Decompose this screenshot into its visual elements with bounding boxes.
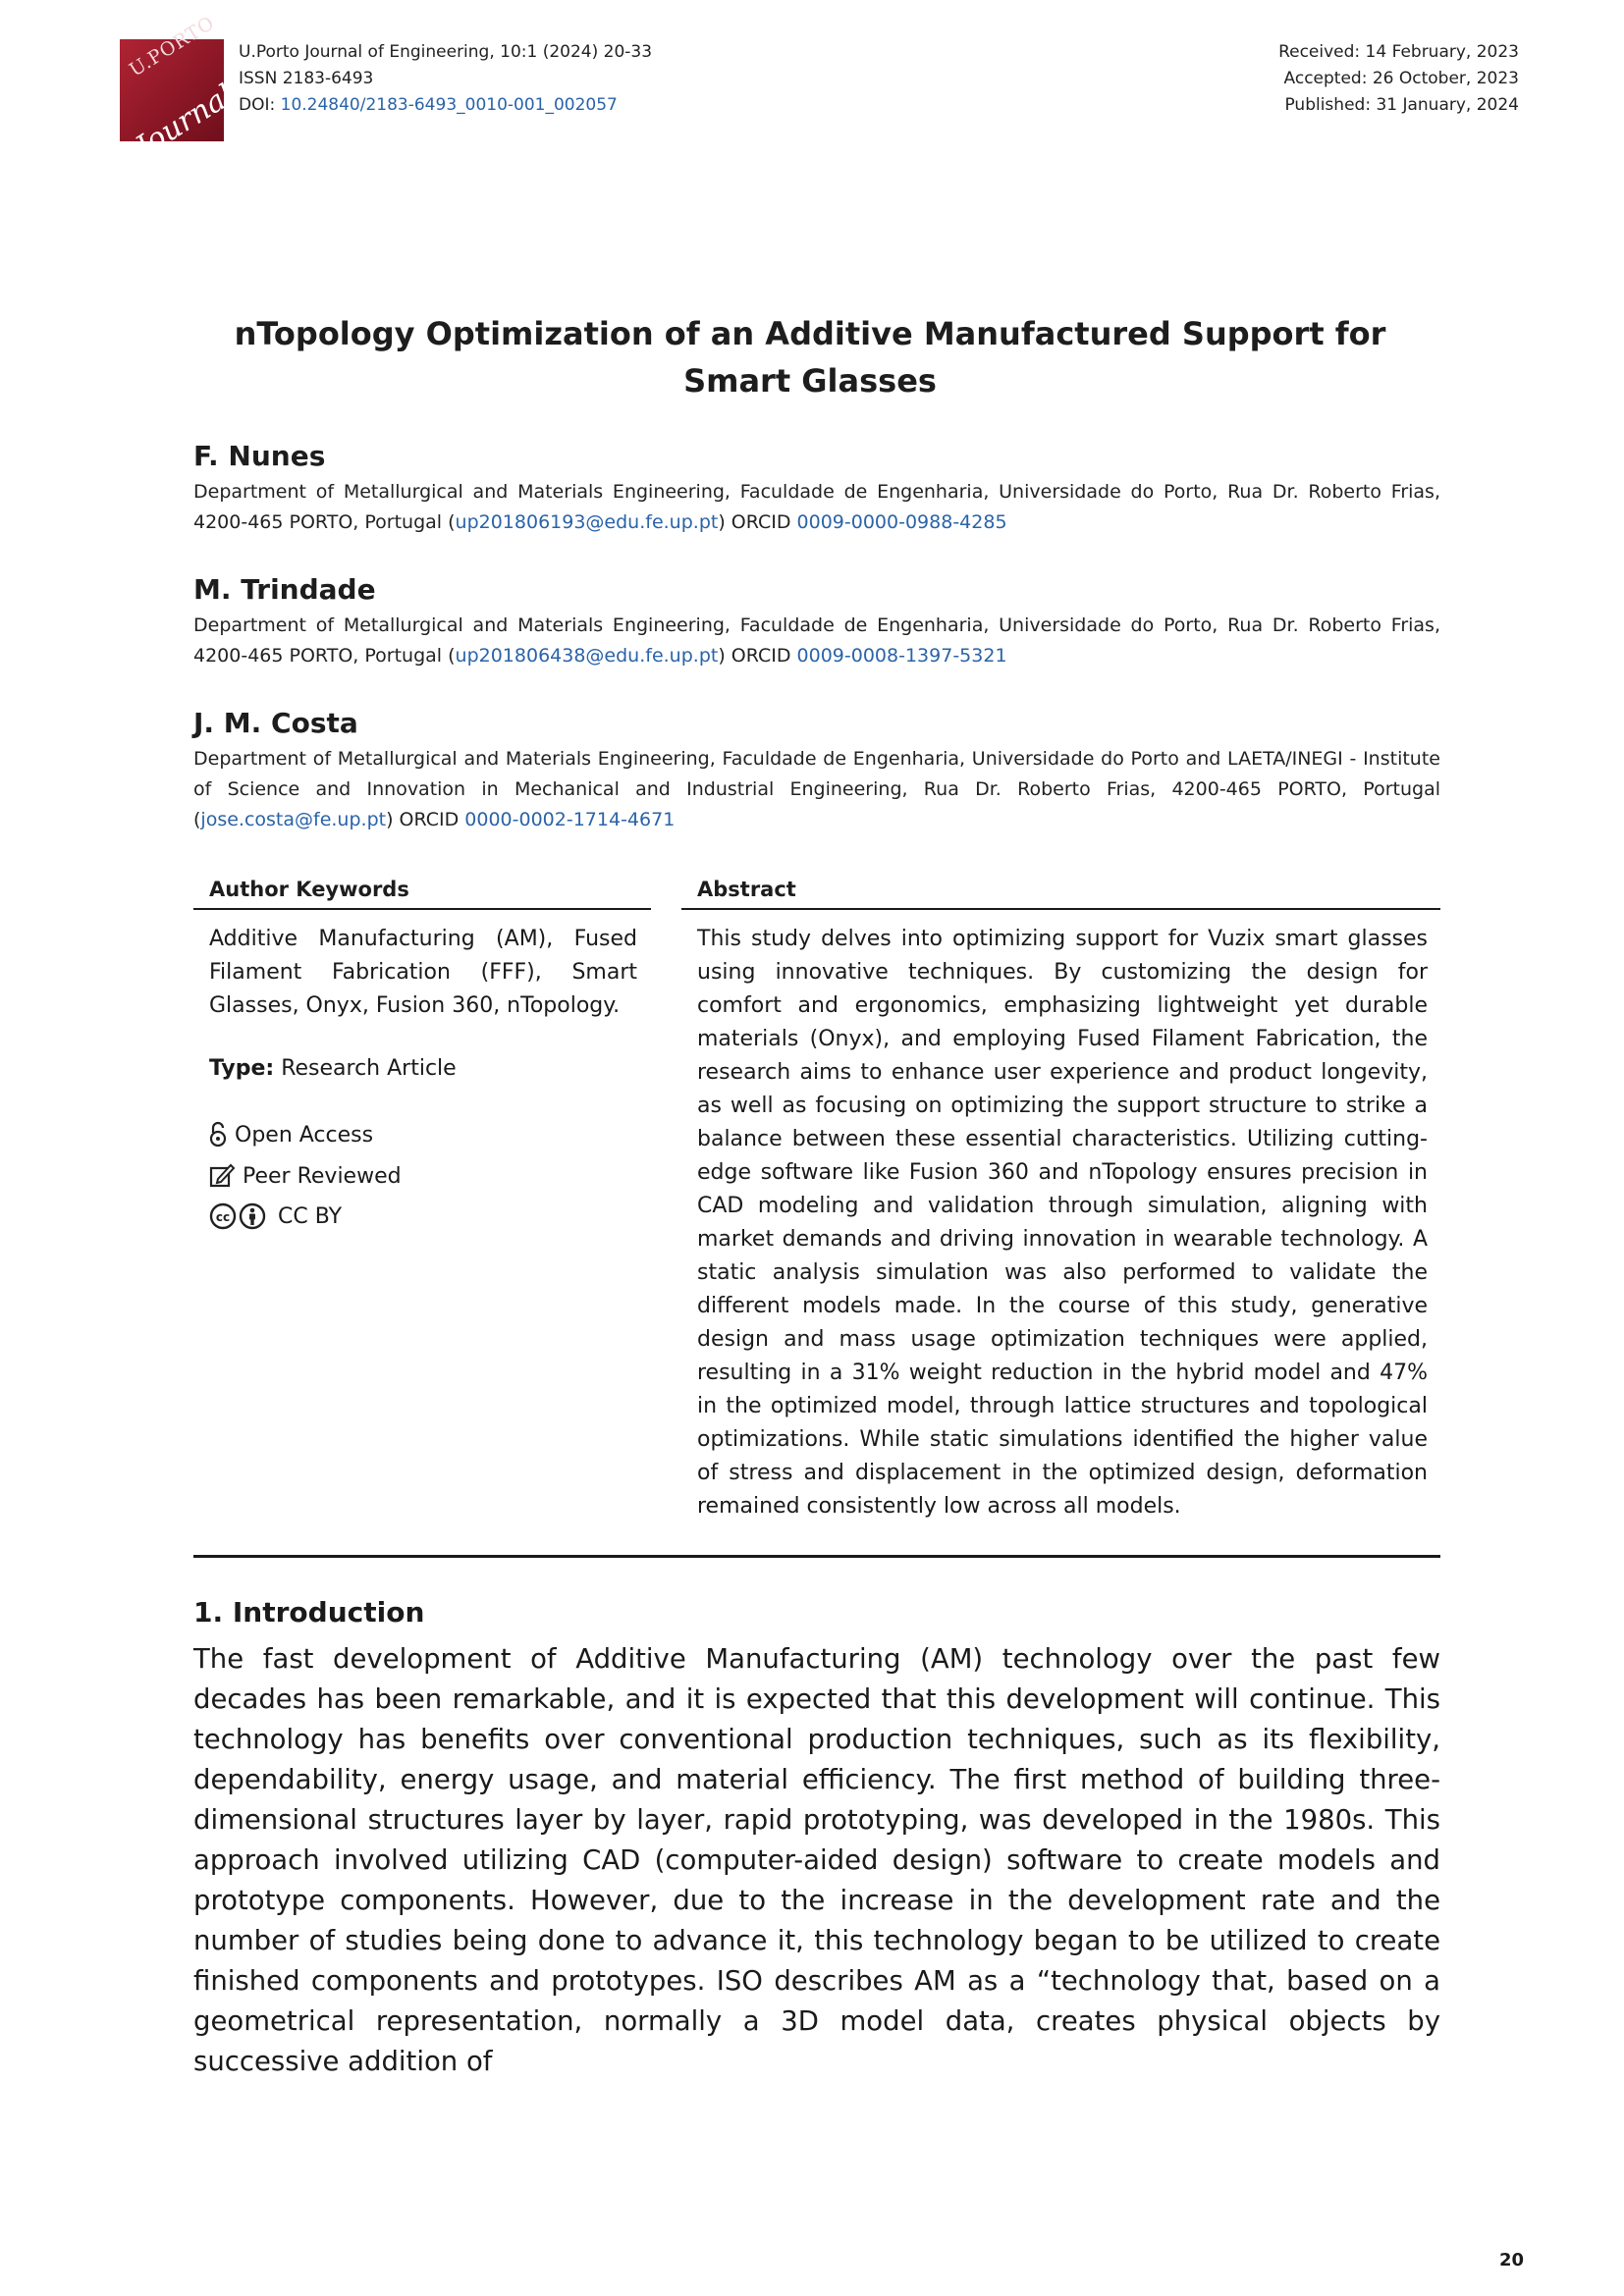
doi-link[interactable]: 10.24840/2183-6493_0010-001_002057: [280, 95, 618, 115]
creative-commons-icon: [209, 1202, 237, 1230]
author-affiliation: [193, 611, 1440, 671]
accepted-date: Accepted: 26 October, 2023: [1283, 69, 1519, 88]
peer-reviewed-badge: [209, 1163, 402, 1189]
type-label: Type:: [209, 1056, 275, 1081]
edit-check-icon: [209, 1163, 235, 1189]
published-date: Published: 31 January, 2024: [1284, 95, 1519, 115]
open-access-label: Open Access: [235, 1122, 374, 1148]
received-date: Received: 14 February, 2023: [1278, 42, 1519, 62]
journal-citation: U.Porto Journal of Engineering, 10:1 (2024) 20-33: [239, 42, 653, 62]
paper-title: nTopology Optimization of an Additive Manufactured Support for Smart Glasses: [234, 315, 1386, 400]
introduction-text: The fast development of Additive Manufacturing (AM) technology over the past few decades has been remarkable, and it is expected that this development will continue. This technology has benefits over conventional production techniques, such as its flexibility, dependability, energy usage, and material efficiency. The first method of building three-dimensional structures layer by layer, rapid prototyping, was developed in the 1980s. This approach involved utilizing CAD (computer-aided design) software to create models and prototype components. However, due to the increase in the development rate and the number of studies being done to advance it, this technology began to be utilized to create finished components and prototypes. ISO describes AM as a “technology that, based on a geometrical representation, normally a 3D model data, creates physical objects by successive addition of: [193, 1643, 1440, 2077]
svg-text:cc: cc: [215, 1210, 231, 1224]
affiliation-text: Department of Metallurgical and Materials Engineering, Faculdade de Engenharia, Universidade do Porto and LAETA/INEGI - Institute of Science and Innovation in Mechanical and Industrial Engineering, Rua Dr. Roberto Frias, 4200-465 PORTO, Portugal (: [193, 748, 1440, 830]
publication-dates: [1278, 39, 1519, 119]
orcid-link[interactable]: 0000-0002-1714-4671: [464, 809, 676, 830]
type-value: Research Article: [274, 1056, 457, 1081]
author-affiliation: [193, 744, 1440, 835]
license-badge[interactable]: [209, 1202, 342, 1230]
orcid-label: ) ORCID: [386, 809, 465, 830]
author-name: J. M. Costa: [193, 707, 358, 739]
peer-reviewed-label: Peer Reviewed: [243, 1163, 402, 1189]
orcid-label: ) ORCID: [718, 645, 797, 667]
logo-text-top: U.PORTO: [126, 12, 219, 81]
open-access-badge: [209, 1122, 373, 1148]
orcid-link[interactable]: 0009-0000-0988-4285: [796, 511, 1007, 533]
journal-info: [239, 39, 652, 119]
affiliation-text: Department of Metallurgical and Materials Engineering, Faculdade de Engenharia, Universidade do Porto, Rua Dr. Roberto Frias, 4200-465 PORTO, Portugal (: [193, 614, 1440, 667]
doi-line: [239, 92, 652, 119]
attribution-icon: [239, 1202, 266, 1230]
author-email-link[interactable]: jose.costa@fe.up.pt: [200, 809, 387, 830]
author-name: M. Trindade: [193, 573, 376, 606]
keywords-heading: Author Keywords: [209, 878, 409, 901]
orcid-link[interactable]: 0009-0008-1397-5321: [796, 645, 1007, 667]
abstract-text: This study delves into optimizing support for Vuzix smart glasses using innovative techniques. By customizing the design for comfort and ergonomics, emphasizing lightweight yet durable materials (Onyx), and employing Fused Filament Fabrication, the research aims to enhance user experience and product longevity, as well as focusing on optimizing the support structure to strike a balance between these essential characteristics. Utilizing cutting-edge software like Fusion 360 and nTopology ensures precision in CAD modeling and validation through simulation, aligning with market demands and driving innovation in wearable technology. A static analysis simulation was also performed to validate the different models made. In the course of this study, generative design and mass usage optimization techniques were applied, resulting in a 31% weight reduction in the hybrid model and 47% in the optimized model, through lattice structures and topological optimizations. While static simulations identified the higher value of stress and displacement in the optimized design, deformation remained consistently low across all models.: [697, 927, 1428, 1519]
logo-text-bottom: Journal: [130, 78, 241, 165]
author-affiliation: [193, 477, 1440, 538]
keywords-text: Additive Manufacturing (AM), Fused Filament Fabrication (FFF), Smart Glasses, Onyx, Fusion 360, nTopology.: [209, 927, 637, 1018]
section-heading-introduction: 1. Introduction: [193, 1596, 425, 1629]
abstract-rule: [681, 908, 1440, 910]
keywords-rule: [193, 908, 651, 910]
author-email-link[interactable]: up201806438@edu.fe.up.pt: [455, 645, 719, 667]
affiliation-text: Department of Metallurgical and Materials Engineering, Faculdade de Engenharia, Universidade do Porto, Rua Dr. Roberto Frias, 4200-465 PORTO, Portugal (: [193, 481, 1440, 533]
license-label: CC BY: [278, 1203, 343, 1229]
page-number: 20: [1498, 2250, 1524, 2270]
author-email-link[interactable]: up201806193@edu.fe.up.pt: [455, 511, 719, 533]
journal-logo: [120, 12, 241, 165]
issn: ISSN 2183-6493: [239, 69, 374, 88]
doi-label: DOI:: [239, 95, 281, 115]
article-type: [209, 1056, 457, 1081]
section-divider: [193, 1555, 1440, 1558]
orcid-label: ) ORCID: [718, 511, 797, 533]
open-lock-icon: [209, 1122, 227, 1148]
author-name: F. Nunes: [193, 440, 326, 472]
abstract-heading: Abstract: [697, 878, 796, 901]
